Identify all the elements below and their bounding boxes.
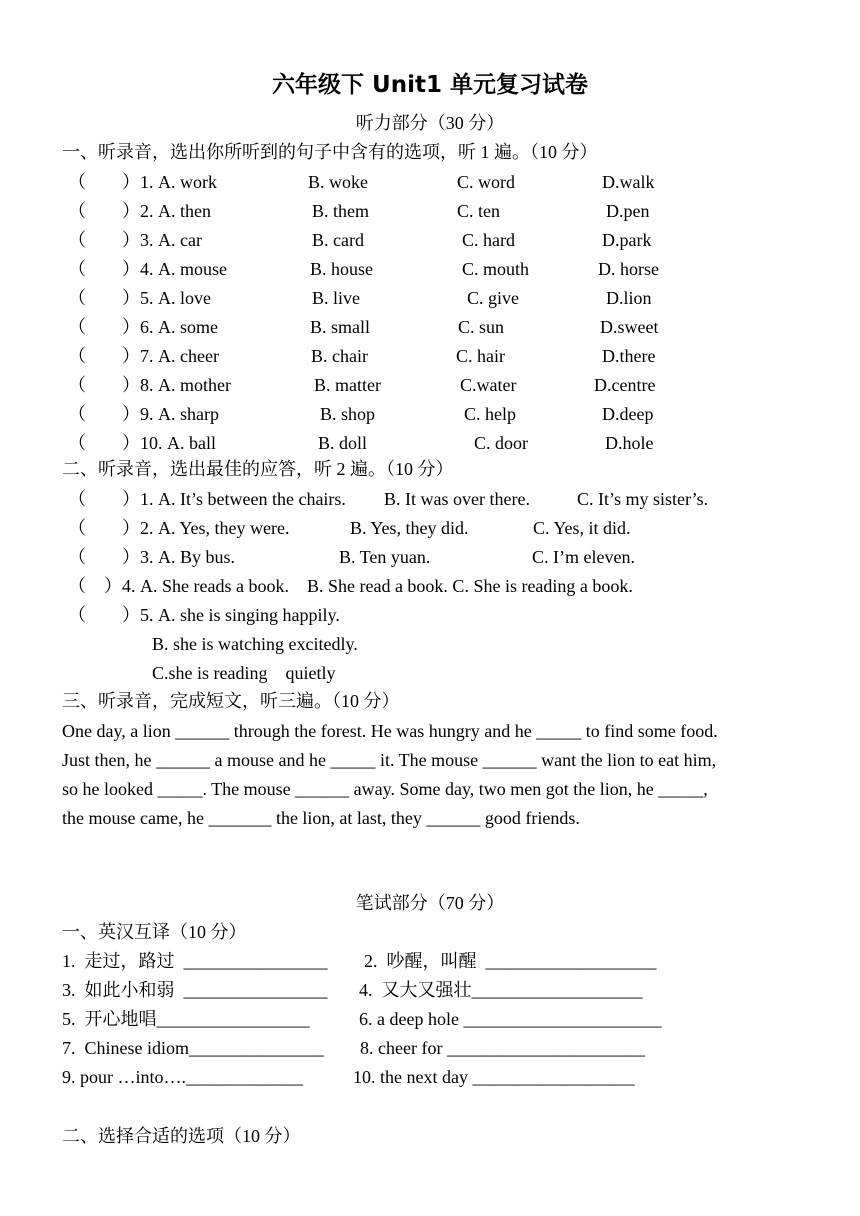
option-b: B. matter <box>314 375 381 395</box>
option-c: C. door <box>474 433 528 453</box>
question-number: （ ）2. A. then <box>68 201 211 221</box>
question-number: （ ）8. A. mother <box>68 375 231 395</box>
option-b: B. live <box>312 288 360 308</box>
option-c: C. ten <box>457 201 500 221</box>
response-option-c: C. It’s my sister’s. <box>577 489 709 509</box>
question-number: （ ）7. A. cheer <box>68 346 219 366</box>
option-c: C. give <box>467 288 519 308</box>
translation-item: 7. Chinese idiom_______________ <box>62 1038 324 1058</box>
option-b: B. card <box>312 230 364 250</box>
question-number: （ ）10. A. ball <box>68 433 216 453</box>
option-b: B. chair <box>311 346 368 366</box>
passage-line: One day, a lion ______ through the forest. He was hungry and he _____ to find some food. <box>62 721 718 741</box>
option-c: C. word <box>457 172 515 192</box>
question-number: （ ）5. A. love <box>68 288 211 308</box>
translation-item: 10. the next day __________________ <box>353 1067 635 1087</box>
option-d: D.walk <box>602 172 655 192</box>
writing-part1-heading: 一、英汉互译（10 分） <box>62 922 247 942</box>
page-title: 六年级下 Unit1 单元复习试卷 <box>272 72 588 98</box>
question-number: （ ）1. A. work <box>68 172 217 192</box>
passage-line: so he looked _____. The mouse ______ away. Some day, two men got the lion, he _____, <box>62 779 708 799</box>
option-b: B. shop <box>320 404 376 424</box>
section2-question-4: （ ）4. A. She reads a book. B. She read a book. C. She is reading a book. <box>68 576 633 596</box>
response-option-a: （ ）3. A. By bus. <box>68 547 236 567</box>
option-c: C.water <box>460 375 517 395</box>
option-d: D.centre <box>594 375 656 395</box>
response-option-a: （ ）2. A. Yes, they were. <box>68 518 290 538</box>
writing-part2-heading: 二、选择合适的选项（10 分） <box>62 1126 301 1146</box>
response-option-b: B. It was over there. <box>384 489 530 509</box>
option-d: D.pen <box>606 201 650 221</box>
translation-item: 1. 走过，路过 ________________ <box>62 951 328 971</box>
response-option-b: B. Ten yuan. <box>339 547 431 567</box>
translation-item: 5. 开心地唱_________________ <box>62 1009 310 1029</box>
option-b: B. small <box>310 317 371 337</box>
response-option-b: B. Yes, they did. <box>350 518 469 538</box>
option-c: C. hard <box>462 230 515 250</box>
option-c: C. hair <box>456 346 505 366</box>
translation-item: 6. a deep hole ______________________ <box>359 1009 662 1029</box>
option-b: B. house <box>310 259 373 279</box>
option-c: C. mouth <box>462 259 530 279</box>
translation-item: 4. 又大又强壮___________________ <box>359 980 643 1000</box>
question-number: （ ）9. A. sharp <box>68 404 219 424</box>
section2-question-5: （ ）5. A. she is singing happily. <box>68 605 340 625</box>
option-d: D. horse <box>598 259 659 279</box>
translation-item: 8. cheer for ______________________ <box>360 1038 645 1058</box>
passage-line: the mouse came, he _______ the lion, at last, they ______ good friends. <box>62 808 580 828</box>
option-d: D.sweet <box>600 317 659 337</box>
passage-line: Just then, he ______ a mouse and he _____ it. The mouse ______ want the lion to eat him, <box>62 750 717 770</box>
option-d: D.deep <box>602 404 654 424</box>
section2-question-5-option-c: C.she is reading quietly <box>152 663 336 683</box>
section2-heading: 二、听录音，选出最佳的应答，听 2 遍。（10 分） <box>62 459 454 479</box>
question-number: （ ）6. A. some <box>68 317 218 337</box>
translation-item: 3. 如此小和弱 ________________ <box>62 980 328 1000</box>
translation-item: 2. 吵醒，叫醒 ___________________ <box>364 951 657 971</box>
response-option-c: C. I’m eleven. <box>532 547 635 567</box>
option-c: C. help <box>464 404 516 424</box>
question-number: （ ）3. A. car <box>68 230 202 250</box>
option-d: D.there <box>602 346 656 366</box>
section1-heading: 一、听录音，选出你所听到的句子中含有的选项，听 1 遍。（10 分） <box>62 142 598 162</box>
option-d: D.park <box>602 230 652 250</box>
section3-heading: 三、听录音，完成短文，听三遍。（10 分） <box>62 691 400 711</box>
option-d: D.hole <box>605 433 654 453</box>
section2-question-5-option-b: B. she is watching excitedly. <box>152 634 358 654</box>
option-b: B. them <box>312 201 369 221</box>
option-b: B. woke <box>308 172 368 192</box>
listening-section-heading: 听力部分（30 分） <box>355 113 505 133</box>
option-b: B. doll <box>318 433 368 453</box>
response-option-a: （ ）1. A. It’s between the chairs. <box>68 489 346 509</box>
response-option-c: C. Yes, it did. <box>533 518 631 538</box>
option-d: D.lion <box>606 288 652 308</box>
option-c: C. sun <box>458 317 505 337</box>
translation-item: 9. pour …into…._____________ <box>62 1067 303 1087</box>
writing-section-heading: 笔试部分（70 分） <box>355 893 505 913</box>
question-number: （ ）4. A. mouse <box>68 259 227 279</box>
